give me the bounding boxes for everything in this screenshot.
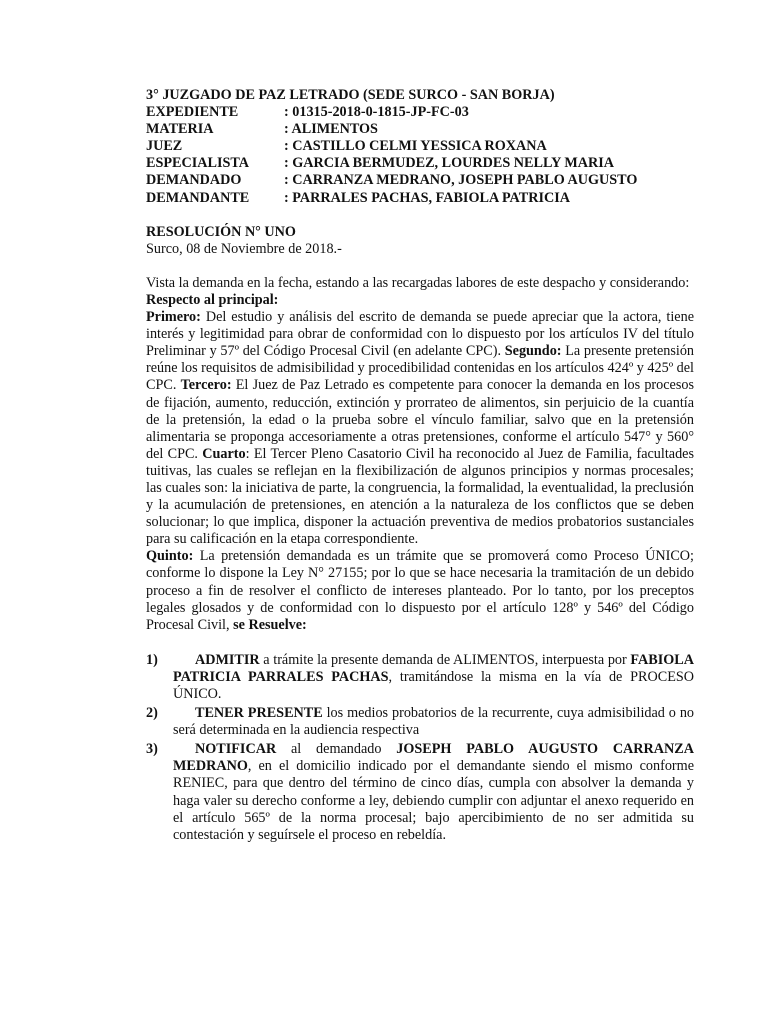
cuarto-label: Cuarto <box>202 445 246 462</box>
meta-row-demandado <box>146 172 694 189</box>
meta-row-materia <box>146 121 694 138</box>
item-text-1: los medios probatorios de la recurrente, cuya admisibilidad o no será determinada en la audiencia respectiva <box>173 705 695 739</box>
considerations-paragraph <box>146 309 694 548</box>
list-number: 2) <box>146 705 158 722</box>
item-bold-2: FABIOLA PATRICIA PARRALES PACHAS <box>173 651 694 685</box>
primero-label: Primero: <box>146 309 201 326</box>
meta-row-demandante <box>146 190 694 207</box>
item-text-2: , tramitándose la misma en la vía de PROCESO ÚNICO. <box>173 668 694 702</box>
resuelve-label: se Resuelve: <box>233 616 307 633</box>
tercero-text: El Juez de Paz Letrado es competente para conocer la demanda en los procesos de fijación, aumento, reducción, extinción y prorrateo de alimentos, sin perjuicio de la cuantía de la pretensión, la edad o la prueba sobre el vínculo familiar, salvo que en la pretensión alimentaria se proponga accesoriamente a otras pretensiones, conforme el artículo 547° y 560° del CPC. <box>146 377 694 462</box>
item-bold-2: JOSEPH PABLO AUGUSTO CARRANZA MEDRANO <box>173 741 694 775</box>
list-item <box>146 741 694 844</box>
intro-paragraph: Vista la demanda en la fecha, estando a las recargadas labores de este despacho y considerando: <box>146 274 690 291</box>
meta-label: JUEZ <box>146 138 183 155</box>
segundo-text: La presente pretensión reúne los requisitos de admisibilidad y procedibilidad contenidas en los artículos 424º y 425º del CPC. <box>146 343 695 394</box>
quinto-paragraph <box>146 548 694 633</box>
meta-label: ESPECIALISTA <box>146 155 250 172</box>
item-text-1: al demandado <box>276 741 397 758</box>
list-item <box>146 705 694 739</box>
meta-value: : GARCIA BERMUDEZ, LOURDES NELLY MARIA <box>284 155 615 172</box>
meta-label: DEMANDANTE <box>146 189 250 206</box>
meta-value: : PARRALES PACHAS, FABIOLA PATRICIA <box>284 189 570 206</box>
spacer <box>146 258 694 275</box>
meta-label: DEMANDADO <box>146 172 242 189</box>
court-title: 3° JUZGADO DE PAZ LETRADO (SEDE SURCO - SAN BORJA) <box>146 87 555 103</box>
item-bold-1: TENER PRESENTE <box>195 705 323 722</box>
meta-label: MATERIA <box>146 121 214 138</box>
item-bold-1: NOTIFICAR <box>195 741 277 758</box>
list-number: 1) <box>146 651 158 668</box>
list-item <box>146 652 694 703</box>
list-number: 3) <box>146 741 158 758</box>
meta-row-especialista <box>146 155 694 172</box>
quinto-text: La pretensión demandada es un trámite que se promoverá como Proceso ÚNICO; conforme lo dispone la Ley N° 27155; por lo que se hace necesaria la tramitación de un debido proceso a fin de resolver el conflicto de intereses planteado. Por lo tanto, por los preceptos legales glosados y de conformidad con lo dispuesto por el artículo 128º y 546º del Código Procesal Civil, <box>146 548 694 633</box>
cuarto-text: : El Tercer Pleno Casatorio Civil ha reconocido al Juez de Familia, facultades tuitivas, las cuales se reflejan en la flexibilización de algunos principios y normas procesales; las cuales son: la iniciativa de parte, la congruencia, la formalidad, la eventualidad, la preclusión y la acumulación de pretensiones, en atención a la naturaleza de los conflictos que se deben solucionar; lo que implica, disponer la actuación preventiva de medios probatorios sustanciales para su calificación en la etapa correspondiente. <box>146 445 694 548</box>
list-text <box>173 705 694 739</box>
tercero-label: Tercero: <box>180 377 232 394</box>
meta-value: : 01315-2018-0-1815-JP-FC-03 <box>284 104 469 121</box>
resolution-list <box>146 652 694 844</box>
primero-text: Del estudio y análisis del escrito de demanda se puede apreciar que la actora, tiene interés y legitimidad para obrar de conformidad con lo dispuesto por los artículos IV del título Preliminar y 57º del Código Procesal Civil (en adelante CPC). <box>146 309 694 360</box>
item-text-2: , en el domicilio indicado por el demandante siendo el mismo conforme RENIEC, para que dentro del término de cinco días, cumpla con absolver la demanda y haga valer su derecho conforme a ley, debiendo cumplir con adjuntar el anexo requerido en el artículo 565º de la norma procesal; bajo apercibimiento de no ser admitida su contestación y seguírsele el proceso en rebeldía. <box>173 758 694 843</box>
section-heading: Respecto al principal: <box>146 291 279 308</box>
meta-label: EXPEDIENTE <box>146 104 239 121</box>
meta-row-expediente <box>146 104 694 121</box>
meta-value: : CASTILLO CELMI YESSICA ROXANA <box>284 138 547 155</box>
resolution-title: RESOLUCIÓN N° UNO <box>146 223 296 240</box>
segundo-label: Segundo: <box>504 343 562 360</box>
document-content <box>146 87 694 846</box>
list-text <box>173 652 694 703</box>
meta-value: : ALIMENTOS <box>284 121 378 138</box>
quinto-label: Quinto: <box>146 548 194 565</box>
item-bold-1: ADMITIR <box>195 651 260 668</box>
item-text-1: a trámite la presente demanda de ALIMENTOS, interpuesta por <box>259 651 631 668</box>
meta-value: : CARRANZA MEDRANO, JOSEPH PABLO AUGUSTO <box>284 172 638 189</box>
resolution-date: Surco, 08 de Noviembre de 2018.- <box>146 240 342 257</box>
meta-row-juez <box>146 138 694 155</box>
list-text <box>173 741 694 844</box>
